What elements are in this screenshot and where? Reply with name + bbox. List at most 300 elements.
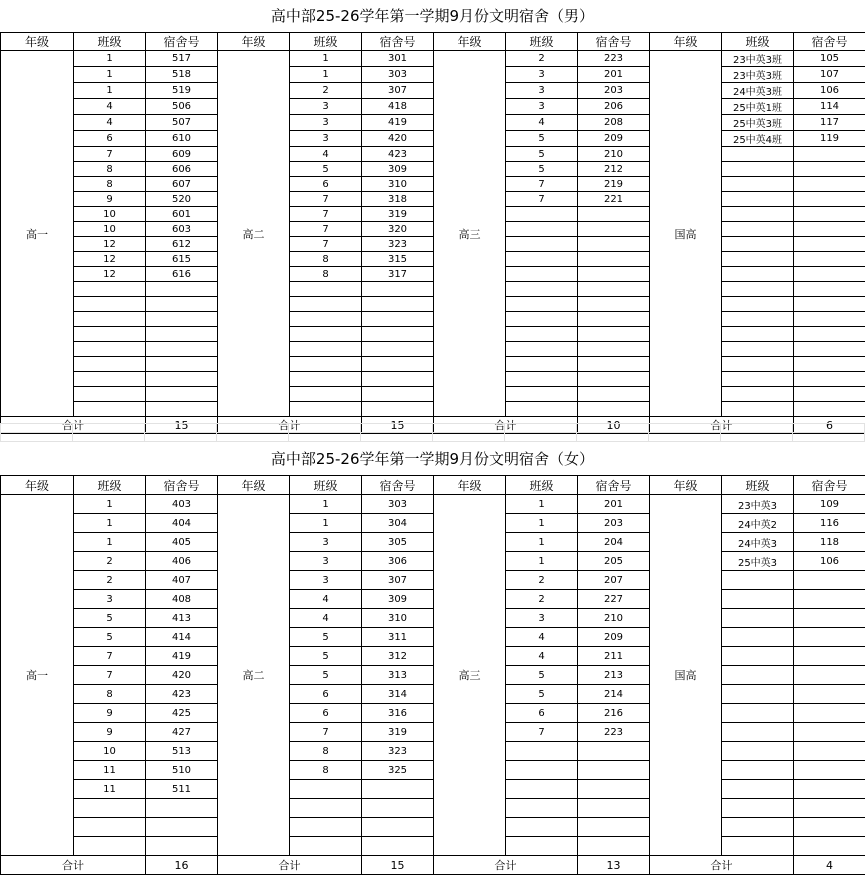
class-cell (722, 267, 794, 282)
class-cell: 3 (290, 115, 362, 131)
room-cell: 221 (578, 192, 650, 207)
class-cell (74, 282, 146, 297)
room-cell: 307 (362, 83, 434, 99)
room-cell: 518 (146, 67, 218, 83)
room-cell (794, 723, 865, 742)
room-cell (362, 799, 434, 818)
class-cell: 24中英3班 (722, 83, 794, 99)
class-header: 班级 (506, 33, 578, 51)
room-cell: 609 (146, 147, 218, 162)
room-cell: 312 (362, 647, 434, 666)
grade-header: 年级 (218, 476, 290, 495)
class-cell: 6 (290, 685, 362, 704)
class-cell (74, 312, 146, 327)
class-cell: 3 (290, 533, 362, 552)
class-cell: 4 (506, 628, 578, 647)
table-row (1, 837, 865, 856)
table-row (1, 495, 865, 514)
class-cell (506, 837, 578, 856)
room-cell: 517 (146, 51, 218, 67)
room-cell: 427 (146, 723, 218, 742)
room-cell (794, 312, 865, 327)
room-cell: 207 (578, 571, 650, 590)
room-cell (578, 297, 650, 312)
total-label: 合计 (434, 417, 578, 434)
class-cell (722, 297, 794, 312)
room-cell: 204 (578, 533, 650, 552)
room-cell: 510 (146, 761, 218, 780)
room-cell (578, 780, 650, 799)
grade-cell: 高二 (218, 495, 290, 856)
male-dorm-sheet (0, 0, 865, 434)
room-cell: 223 (578, 723, 650, 742)
room-cell (794, 761, 865, 780)
class-cell: 4 (506, 115, 578, 131)
total-label: 合计 (434, 856, 578, 875)
class-cell (722, 237, 794, 252)
class-cell (722, 742, 794, 761)
room-cell: 420 (146, 666, 218, 685)
room-cell: 414 (146, 628, 218, 647)
grade-cell: 高三 (434, 51, 506, 417)
room-cell (794, 237, 865, 252)
total-value: 15 (362, 856, 434, 875)
room-header: 宿舍号 (362, 33, 434, 51)
class-cell: 5 (506, 666, 578, 685)
room-cell (146, 799, 218, 818)
room-cell (578, 207, 650, 222)
table-row (1, 742, 865, 761)
room-cell (794, 609, 865, 628)
room-cell: 118 (794, 533, 865, 552)
room-cell: 201 (578, 67, 650, 83)
class-cell: 9 (74, 723, 146, 742)
class-cell (722, 609, 794, 628)
class-cell (506, 818, 578, 837)
class-header: 班级 (290, 476, 362, 495)
class-cell: 3 (506, 67, 578, 83)
class-cell (74, 402, 146, 417)
class-cell: 5 (74, 609, 146, 628)
room-cell (794, 742, 865, 761)
room-cell: 413 (146, 609, 218, 628)
room-header: 宿舍号 (794, 476, 865, 495)
room-cell: 211 (578, 647, 650, 666)
room-cell (578, 761, 650, 780)
room-cell: 315 (362, 252, 434, 267)
room-cell: 423 (146, 685, 218, 704)
class-cell (722, 402, 794, 417)
grade-header: 年级 (434, 476, 506, 495)
class-cell: 24中英2 (722, 514, 794, 533)
class-cell: 25中英1班 (722, 99, 794, 115)
total-value: 10 (578, 417, 650, 434)
room-cell: 520 (146, 192, 218, 207)
class-cell (506, 312, 578, 327)
room-cell (362, 372, 434, 387)
grade-header: 年级 (650, 476, 722, 495)
table-row (1, 252, 865, 267)
room-cell: 408 (146, 590, 218, 609)
room-cell: 615 (146, 252, 218, 267)
table-row (1, 780, 865, 799)
class-cell (722, 387, 794, 402)
total-row (1, 856, 865, 875)
room-cell (146, 357, 218, 372)
room-cell (362, 357, 434, 372)
room-cell (578, 252, 650, 267)
class-cell (290, 372, 362, 387)
grade-cell: 高三 (434, 495, 506, 856)
class-cell: 6 (74, 131, 146, 147)
room-cell: 311 (362, 628, 434, 647)
room-cell (794, 704, 865, 723)
class-cell (722, 780, 794, 799)
room-cell: 114 (794, 99, 865, 115)
room-cell (794, 685, 865, 704)
grade-cell: 国高 (650, 495, 722, 856)
table-row (1, 83, 865, 99)
room-cell: 320 (362, 222, 434, 237)
room-cell (794, 252, 865, 267)
room-cell: 601 (146, 207, 218, 222)
room-cell: 210 (578, 609, 650, 628)
table-row (1, 357, 865, 372)
class-cell (506, 252, 578, 267)
table-row (1, 147, 865, 162)
room-header: 宿舍号 (794, 33, 865, 51)
room-cell (146, 297, 218, 312)
room-cell: 119 (794, 131, 865, 147)
table-row (1, 552, 865, 571)
total-label: 合计 (650, 856, 794, 875)
room-cell (362, 327, 434, 342)
room-cell (578, 837, 650, 856)
table-row (1, 99, 865, 115)
class-cell (722, 162, 794, 177)
class-cell (74, 357, 146, 372)
class-cell: 24中英3 (722, 533, 794, 552)
total-label: 合计 (218, 856, 362, 875)
room-cell (794, 628, 865, 647)
table-row (1, 372, 865, 387)
class-header: 班级 (74, 476, 146, 495)
class-cell: 9 (74, 192, 146, 207)
class-cell: 2 (506, 590, 578, 609)
room-cell: 303 (362, 495, 434, 514)
room-cell: 314 (362, 685, 434, 704)
room-cell (794, 402, 865, 417)
class-cell: 3 (290, 99, 362, 115)
class-cell (722, 647, 794, 666)
room-cell (146, 387, 218, 402)
class-cell (290, 818, 362, 837)
grade-cell: 高一 (1, 51, 74, 417)
room-cell: 310 (362, 609, 434, 628)
room-cell (578, 387, 650, 402)
table-row (1, 761, 865, 780)
class-cell: 1 (506, 514, 578, 533)
table-row (1, 192, 865, 207)
room-cell: 203 (578, 83, 650, 99)
female-dorm-table (0, 475, 865, 875)
class-cell: 7 (290, 207, 362, 222)
class-cell (722, 222, 794, 237)
class-cell (722, 666, 794, 685)
total-label: 合计 (218, 417, 362, 434)
room-cell: 406 (146, 552, 218, 571)
class-cell: 3 (506, 99, 578, 115)
room-cell: 216 (578, 704, 650, 723)
table-row (1, 297, 865, 312)
class-cell: 1 (506, 533, 578, 552)
grade-header: 年级 (1, 476, 74, 495)
room-cell: 420 (362, 131, 434, 147)
room-cell: 209 (578, 131, 650, 147)
grade-header: 年级 (218, 33, 290, 51)
class-cell: 8 (290, 742, 362, 761)
room-cell: 323 (362, 742, 434, 761)
room-cell: 223 (578, 51, 650, 67)
room-cell (794, 818, 865, 837)
room-cell (146, 837, 218, 856)
class-cell (506, 372, 578, 387)
room-cell: 205 (578, 552, 650, 571)
room-cell (794, 177, 865, 192)
class-cell (722, 192, 794, 207)
room-header: 宿舍号 (146, 476, 218, 495)
room-cell (578, 342, 650, 357)
room-cell (362, 402, 434, 417)
class-cell (506, 742, 578, 761)
class-cell: 8 (74, 162, 146, 177)
table-row (1, 799, 865, 818)
class-cell: 1 (74, 83, 146, 99)
class-cell: 8 (290, 252, 362, 267)
total-label: 合计 (1, 856, 146, 875)
class-cell (290, 799, 362, 818)
room-cell (794, 372, 865, 387)
room-cell: 105 (794, 51, 865, 67)
room-cell: 318 (362, 192, 434, 207)
class-cell: 1 (74, 67, 146, 83)
grade-header: 年级 (434, 33, 506, 51)
class-cell (290, 342, 362, 357)
total-value: 15 (146, 417, 218, 434)
room-cell (794, 192, 865, 207)
table-row (1, 327, 865, 342)
room-cell: 213 (578, 666, 650, 685)
class-cell: 1 (74, 514, 146, 533)
room-cell (794, 590, 865, 609)
class-cell (74, 837, 146, 856)
class-cell: 2 (74, 552, 146, 571)
class-cell (722, 342, 794, 357)
room-cell (578, 402, 650, 417)
room-cell (146, 327, 218, 342)
class-header: 班级 (722, 33, 794, 51)
room-cell (578, 372, 650, 387)
room-cell: 317 (362, 267, 434, 282)
table-row (1, 177, 865, 192)
total-value: 15 (362, 417, 434, 434)
room-cell: 606 (146, 162, 218, 177)
class-cell (722, 704, 794, 723)
room-cell: 319 (362, 723, 434, 742)
table-row (1, 609, 865, 628)
table-row (1, 402, 865, 417)
total-value: 16 (146, 856, 218, 875)
male-dorm-table (0, 32, 865, 434)
class-cell: 5 (74, 628, 146, 647)
room-cell (362, 780, 434, 799)
room-cell: 506 (146, 99, 218, 115)
class-cell: 8 (74, 685, 146, 704)
room-cell (362, 342, 434, 357)
room-cell (362, 297, 434, 312)
class-cell (506, 267, 578, 282)
room-cell: 116 (794, 514, 865, 533)
room-header: 宿舍号 (578, 476, 650, 495)
class-cell: 23中英3 (722, 495, 794, 514)
class-cell: 7 (290, 192, 362, 207)
female-dorm-sheet (0, 443, 865, 875)
class-cell: 8 (74, 177, 146, 192)
class-cell (506, 799, 578, 818)
room-cell: 423 (362, 147, 434, 162)
class-cell (290, 297, 362, 312)
class-header: 班级 (290, 33, 362, 51)
class-cell (506, 387, 578, 402)
room-cell (578, 742, 650, 761)
class-cell: 5 (506, 131, 578, 147)
room-cell (794, 222, 865, 237)
class-cell: 2 (506, 571, 578, 590)
room-cell (146, 372, 218, 387)
class-cell: 3 (74, 590, 146, 609)
class-cell (722, 372, 794, 387)
table-row (1, 818, 865, 837)
room-cell (794, 780, 865, 799)
room-cell: 117 (794, 115, 865, 131)
room-cell: 106 (794, 552, 865, 571)
room-cell: 325 (362, 761, 434, 780)
grade-header: 年级 (650, 33, 722, 51)
class-cell (722, 799, 794, 818)
class-cell: 4 (74, 99, 146, 115)
class-cell (722, 282, 794, 297)
room-cell: 310 (362, 177, 434, 192)
room-cell: 419 (146, 647, 218, 666)
class-cell: 6 (290, 177, 362, 192)
class-cell (506, 780, 578, 799)
room-cell: 519 (146, 83, 218, 99)
room-cell (146, 342, 218, 357)
class-cell: 7 (506, 177, 578, 192)
room-cell: 209 (578, 628, 650, 647)
grade-header: 年级 (1, 33, 74, 51)
room-cell (146, 312, 218, 327)
class-cell (74, 372, 146, 387)
class-cell: 1 (74, 51, 146, 67)
room-cell: 507 (146, 115, 218, 131)
class-cell (290, 312, 362, 327)
class-header: 班级 (506, 476, 578, 495)
class-cell: 9 (74, 704, 146, 723)
class-cell (506, 237, 578, 252)
table-row (1, 387, 865, 402)
class-cell: 25中英4班 (722, 131, 794, 147)
room-cell: 107 (794, 67, 865, 83)
spacer-rows (0, 423, 865, 442)
room-cell: 109 (794, 495, 865, 514)
room-cell: 219 (578, 177, 650, 192)
room-cell (578, 357, 650, 372)
class-cell (722, 312, 794, 327)
class-cell: 4 (74, 115, 146, 131)
room-cell: 203 (578, 514, 650, 533)
female-sheet-title: 高中部25-26学年第一学期9月份文明宿舍（女） (270, 450, 595, 468)
room-cell (794, 799, 865, 818)
room-cell: 304 (362, 514, 434, 533)
class-cell: 25中英3班 (722, 115, 794, 131)
class-cell: 2 (506, 51, 578, 67)
room-cell (146, 402, 218, 417)
class-cell: 3 (506, 609, 578, 628)
class-cell (74, 799, 146, 818)
table-row (1, 514, 865, 533)
class-cell: 8 (290, 267, 362, 282)
room-cell (578, 799, 650, 818)
room-cell (794, 162, 865, 177)
room-cell: 616 (146, 267, 218, 282)
class-cell: 3 (290, 552, 362, 571)
class-cell: 8 (290, 761, 362, 780)
class-cell (290, 837, 362, 856)
class-cell (506, 761, 578, 780)
room-cell: 201 (578, 495, 650, 514)
room-cell (794, 297, 865, 312)
class-cell (290, 327, 362, 342)
class-cell: 3 (290, 131, 362, 147)
room-cell (794, 267, 865, 282)
room-cell (794, 327, 865, 342)
class-cell: 4 (290, 609, 362, 628)
room-cell: 407 (146, 571, 218, 590)
table-row (1, 342, 865, 357)
table-row (1, 67, 865, 83)
class-cell (290, 282, 362, 297)
class-cell: 1 (290, 514, 362, 533)
room-cell: 513 (146, 742, 218, 761)
total-value: 13 (578, 856, 650, 875)
class-cell: 5 (290, 162, 362, 177)
table-row (1, 131, 865, 147)
class-cell: 7 (74, 147, 146, 162)
room-cell (362, 312, 434, 327)
room-cell (578, 327, 650, 342)
room-cell: 607 (146, 177, 218, 192)
class-cell (506, 222, 578, 237)
class-cell: 2 (74, 571, 146, 590)
room-cell (578, 818, 650, 837)
room-cell (578, 282, 650, 297)
class-cell: 7 (506, 723, 578, 742)
class-cell (722, 571, 794, 590)
class-cell: 1 (74, 533, 146, 552)
table-row (1, 51, 865, 67)
table-row (1, 115, 865, 131)
